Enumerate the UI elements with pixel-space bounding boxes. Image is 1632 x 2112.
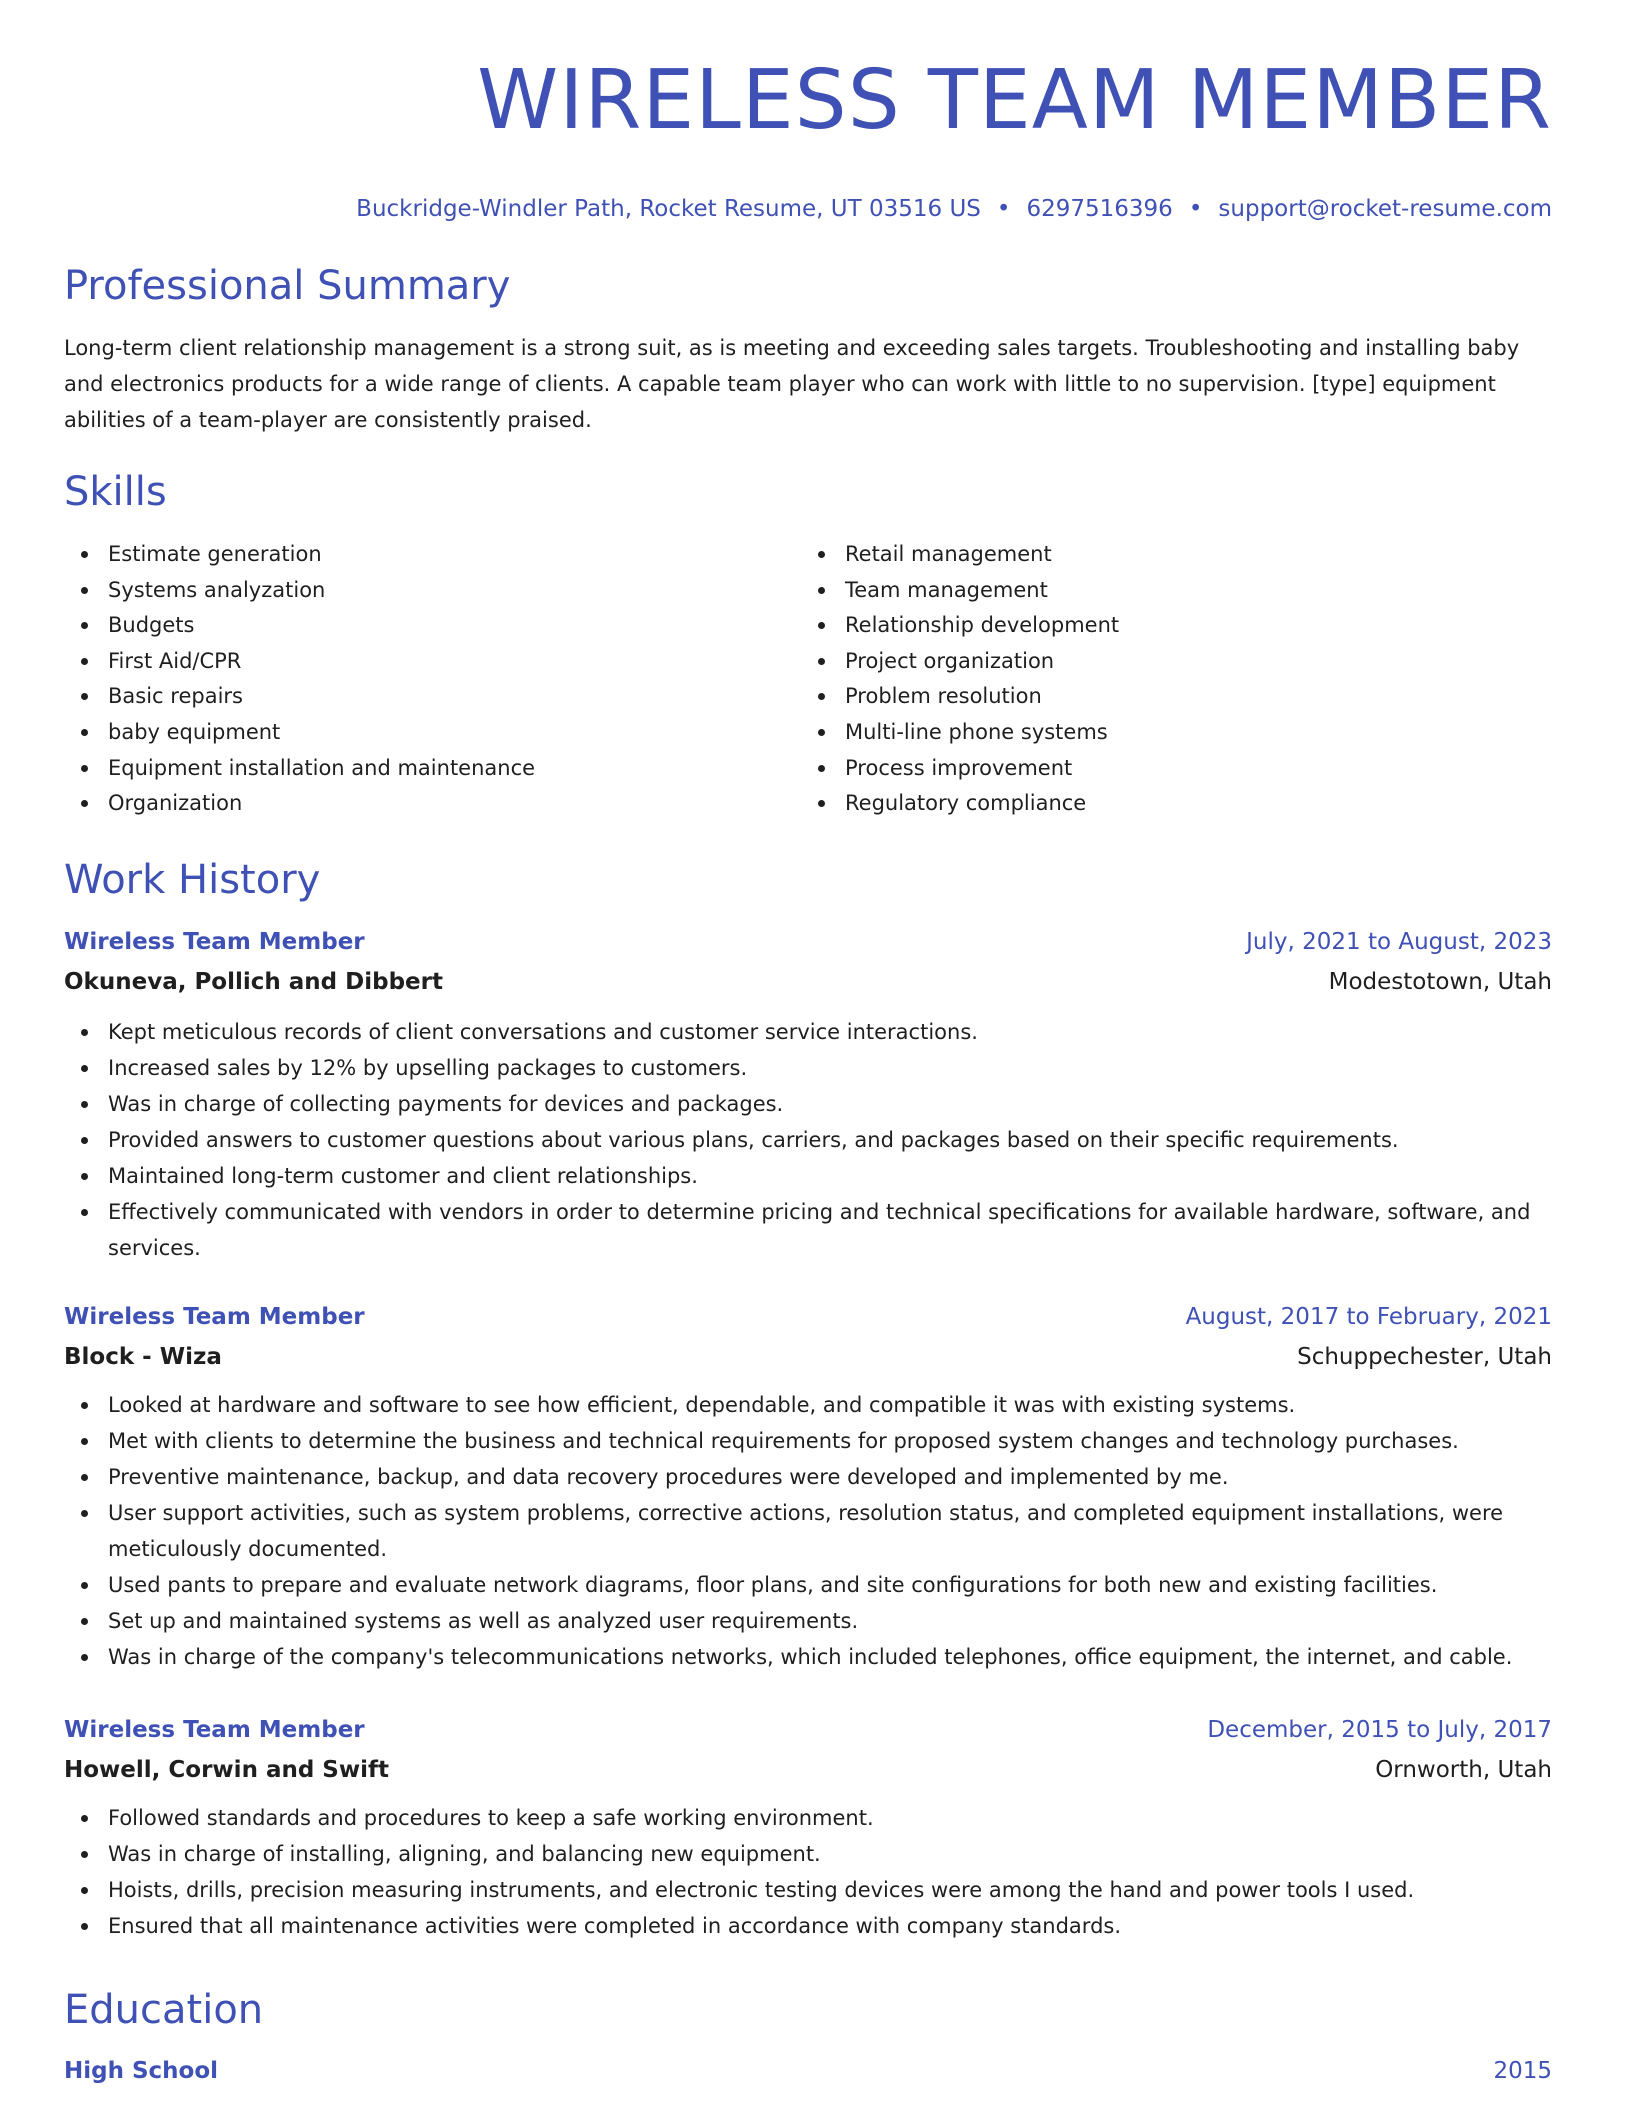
- skill-item: Organization: [64, 785, 764, 821]
- skill-item: Project organization: [801, 643, 1501, 679]
- job-location: Modestotown, Utah: [1328, 969, 1552, 995]
- job-dates: August, 2017 to February, 2021: [1185, 1304, 1552, 1330]
- job-location: Schuppechester, Utah: [1297, 1344, 1552, 1370]
- job-bullet: Met with clients to determine the business and technical requirements for proposed system changes and technology purchases.: [64, 1423, 1552, 1459]
- skill-item: Problem resolution: [801, 678, 1501, 714]
- contact-phone: 6297516396: [1026, 196, 1173, 222]
- job-bullet: Kept meticulous records of client conversations and customer service interactions.: [64, 1014, 1552, 1050]
- job-bullet: Was in charge of installing, aligning, and balancing new equipment.: [64, 1836, 1552, 1872]
- job-bullet: Was in charge of the company's telecommunications networks, which included telephones, office equipment, the internet, and cable.: [64, 1639, 1552, 1675]
- job-dates: December, 2015 to July, 2017: [1207, 1717, 1552, 1743]
- job-company: Howell, Corwin and Swift: [64, 1757, 390, 1783]
- education-entry: [64, 2052, 1552, 2092]
- contact-separator: •: [1188, 196, 1203, 222]
- job-bullet: Set up and maintained systems as well as analyzed user requirements.: [64, 1603, 1552, 1639]
- skill-item: Budgets: [64, 607, 764, 643]
- job-bullet: Used pants to prepare and evaluate network diagrams, floor plans, and site configurations for both new and existing facilities.: [64, 1567, 1552, 1603]
- job-bullet: Increased sales by 12% by upselling packages to customers.: [64, 1050, 1552, 1086]
- job-bullets: [64, 1014, 1552, 1266]
- skills-list-left: [64, 536, 764, 821]
- job-title: Wireless Team Member: [64, 1304, 365, 1330]
- job-company: Okuneva, Pollich and Dibbert: [64, 969, 443, 995]
- job-bullets: [64, 1800, 1552, 1944]
- skill-item: Equipment installation and maintenance: [64, 750, 764, 786]
- skill-item: First Aid/CPR: [64, 643, 764, 679]
- job-dates: July, 2021 to August, 2023: [1246, 929, 1552, 955]
- skill-item: Relationship development: [801, 607, 1501, 643]
- job-bullet: Followed standards and procedures to keep a safe working environment.: [64, 1800, 1552, 1836]
- education-year: 2015: [1493, 2058, 1552, 2084]
- job-bullet: Effectively communicated with vendors in order to determine pricing and technical specifications for available hardware, software, and services.: [64, 1194, 1552, 1266]
- skill-item: baby equipment: [64, 714, 764, 750]
- skill-item: Regulatory compliance: [801, 785, 1501, 821]
- job-entry: [64, 1711, 1552, 1944]
- contact-line: [356, 179, 1552, 239]
- resume-name-heading: WIRELESS TEAM MEMBER: [477, 53, 1552, 148]
- education-title: High School: [64, 2058, 219, 2084]
- job-bullet: Maintained long-term customer and client relationships.: [64, 1158, 1552, 1194]
- contact-email[interactable]: support@rocket-resume.com: [1218, 196, 1552, 222]
- job-entry: [64, 923, 1552, 1266]
- skill-item: Process improvement: [801, 750, 1501, 786]
- skill-item: Multi-line phone systems: [801, 714, 1501, 750]
- job-bullet: Was in charge of collecting payments for devices and packages.: [64, 1086, 1552, 1122]
- skills-list-right: [801, 536, 1501, 821]
- skills-heading: Skills: [64, 469, 167, 515]
- summary-text: Long-term client relationship management is a strong suit, as is meeting and exceeding sales targets. Troubleshooting and installing baby and electronics products for a wide range of clients. A capable team player who can work with little to no supervision. [type] equipment abilities of a team-player are consistently praised.: [64, 336, 1520, 432]
- skill-item: Retail management: [801, 536, 1501, 572]
- job-title: Wireless Team Member: [64, 929, 365, 955]
- job-entry: [64, 1298, 1552, 1675]
- job-bullet: Ensured that all maintenance activities were completed in accordance with company standards.: [64, 1908, 1552, 1944]
- skill-item: Basic repairs: [64, 678, 764, 714]
- job-bullet: Looked at hardware and software to see how efficient, dependable, and compatible it was with existing systems.: [64, 1387, 1552, 1423]
- skill-item: Systems analyzation: [64, 572, 764, 608]
- job-bullet: Hoists, drills, precision measuring instruments, and electronic testing devices were among the hand and power tools I used.: [64, 1872, 1552, 1908]
- contact-separator: •: [996, 196, 1011, 222]
- job-bullet: Preventive maintenance, backup, and data recovery procedures were developed and implemented by me.: [64, 1459, 1552, 1495]
- job-title: Wireless Team Member: [64, 1717, 365, 1743]
- summary-heading: Professional Summary: [64, 263, 511, 309]
- skill-item: Team management: [801, 572, 1501, 608]
- work-history-heading: Work History: [64, 857, 321, 903]
- contact-address: Buckridge-Windler Path, Rocket Resume, UT 03516 US: [356, 196, 981, 222]
- education-heading: Education: [64, 1987, 264, 2033]
- job-bullets: [64, 1387, 1552, 1675]
- skill-item: Estimate generation: [64, 536, 764, 572]
- resume-page: [64, 0, 1552, 2084]
- job-bullet: Provided answers to customer questions about various plans, carriers, and packages based on their specific requirements.: [64, 1122, 1552, 1158]
- job-location: Ornworth, Utah: [1375, 1757, 1552, 1783]
- job-bullet: User support activities, such as system problems, corrective actions, resolution status, and completed equipment installations, were meticulously documented.: [64, 1495, 1552, 1567]
- job-company: Block - Wiza: [64, 1344, 222, 1370]
